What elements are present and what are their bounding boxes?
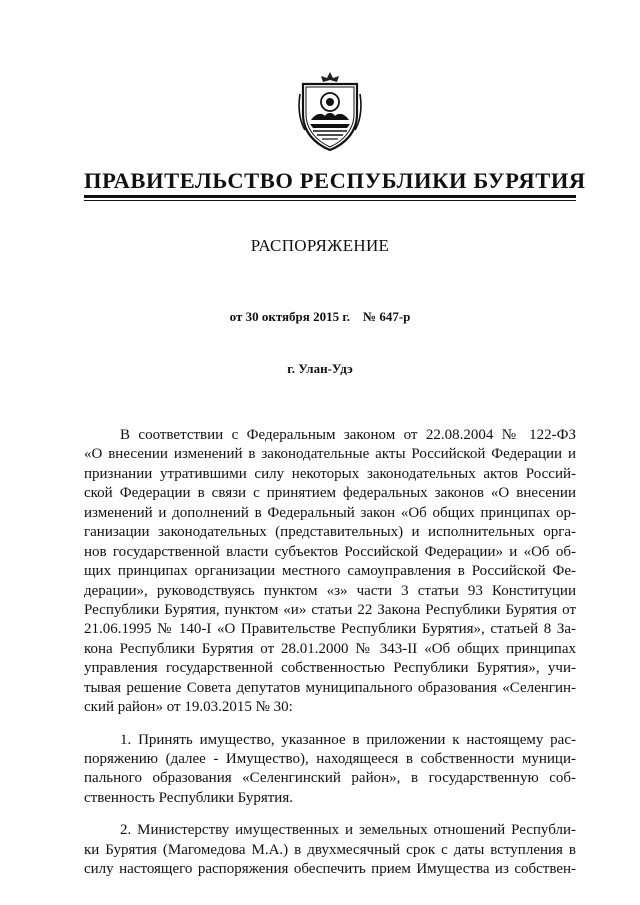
text-line: ганизации законодательных (представительных) и исполнительных орга-	[84, 524, 576, 541]
text-line: изменений и дополнений в Федеральный закон «Об общих принципах ор-	[84, 504, 576, 521]
organization-title: ПРАВИТЕЛЬСТВО РЕСПУБЛИКИ БУРЯТИЯ	[84, 168, 586, 193]
text-line: ской Федерации в связи с принятием федеральных законов «О внесении	[84, 485, 576, 502]
document-date-number: от 30 октября 2015 г. № 647-р	[229, 309, 411, 324]
header-rule-thin	[84, 200, 576, 201]
document-place: г. Улан-Удэ	[287, 361, 353, 376]
text-line: «О внесении изменений в законодательные акты Российской Федерации и	[84, 446, 576, 463]
document-body	[84, 426, 576, 880]
text-line: признании утратившими силу некоторых законодательных актов Россий-	[84, 465, 576, 482]
text-line: Республики Бурятия, пунктом «и» статьи 22 Закона Республики Бурятия от	[84, 601, 576, 618]
text-line: 21.06.1995 № 140-I «О Правительстве Республики Бурятия», статьей 8 За-	[84, 621, 576, 638]
text-line: 2. Министерству имущественных и земельных отношений Республи-	[120, 822, 576, 839]
text-line: дерации», руководствуясь пунктом «з» части 3 статьи 93 Конституции	[84, 582, 576, 599]
text-line: ки Бурятия (Магомедова М.А.) в двухмесячный срок с даты вступления в	[84, 841, 576, 858]
text-line: ственность Республики Бурятия.	[84, 789, 293, 806]
item-1-paragraph	[84, 731, 576, 809]
text-line: поряжению (далее - Имущество), находящееся в собственности муници-	[84, 751, 576, 767]
text-line: управления государственной собственностью Республики Бурятия», учи-	[84, 660, 576, 677]
text-line: В соответствии с Федеральным законом от 22.08.2004 № 122-ФЗ	[120, 427, 576, 443]
text-line: щих принципах организации местного самоуправления в Российской Фе-	[84, 563, 576, 580]
preamble-paragraph	[84, 426, 576, 718]
coat-of-arms-icon	[297, 70, 363, 152]
text-line: нов государственной власти субъектов Российской Федерации» и «Об об-	[84, 543, 576, 560]
header-rule-thick	[84, 195, 576, 198]
item-2-paragraph	[84, 821, 576, 879]
text-line: тывая решение Совета депутатов муниципального образования «Селенгин-	[84, 679, 576, 696]
text-line: пального образования «Селенгинский район», в государственную соб-	[84, 770, 576, 787]
text-line: силу настоящего распоряжения обеспечить прием Имущества из собствен-	[84, 861, 576, 878]
text-line: кона Республики Бурятия от 28.01.2000 № 343-II «Об общих принципах	[84, 640, 576, 657]
text-line: ский район» от 19.03.2015 № 30:	[84, 699, 293, 716]
text-line: 1. Принять имущество, указанное в приложении к настоящему рас-	[120, 731, 576, 748]
document-type: РАСПОРЯЖЕНИЕ	[250, 236, 390, 255]
